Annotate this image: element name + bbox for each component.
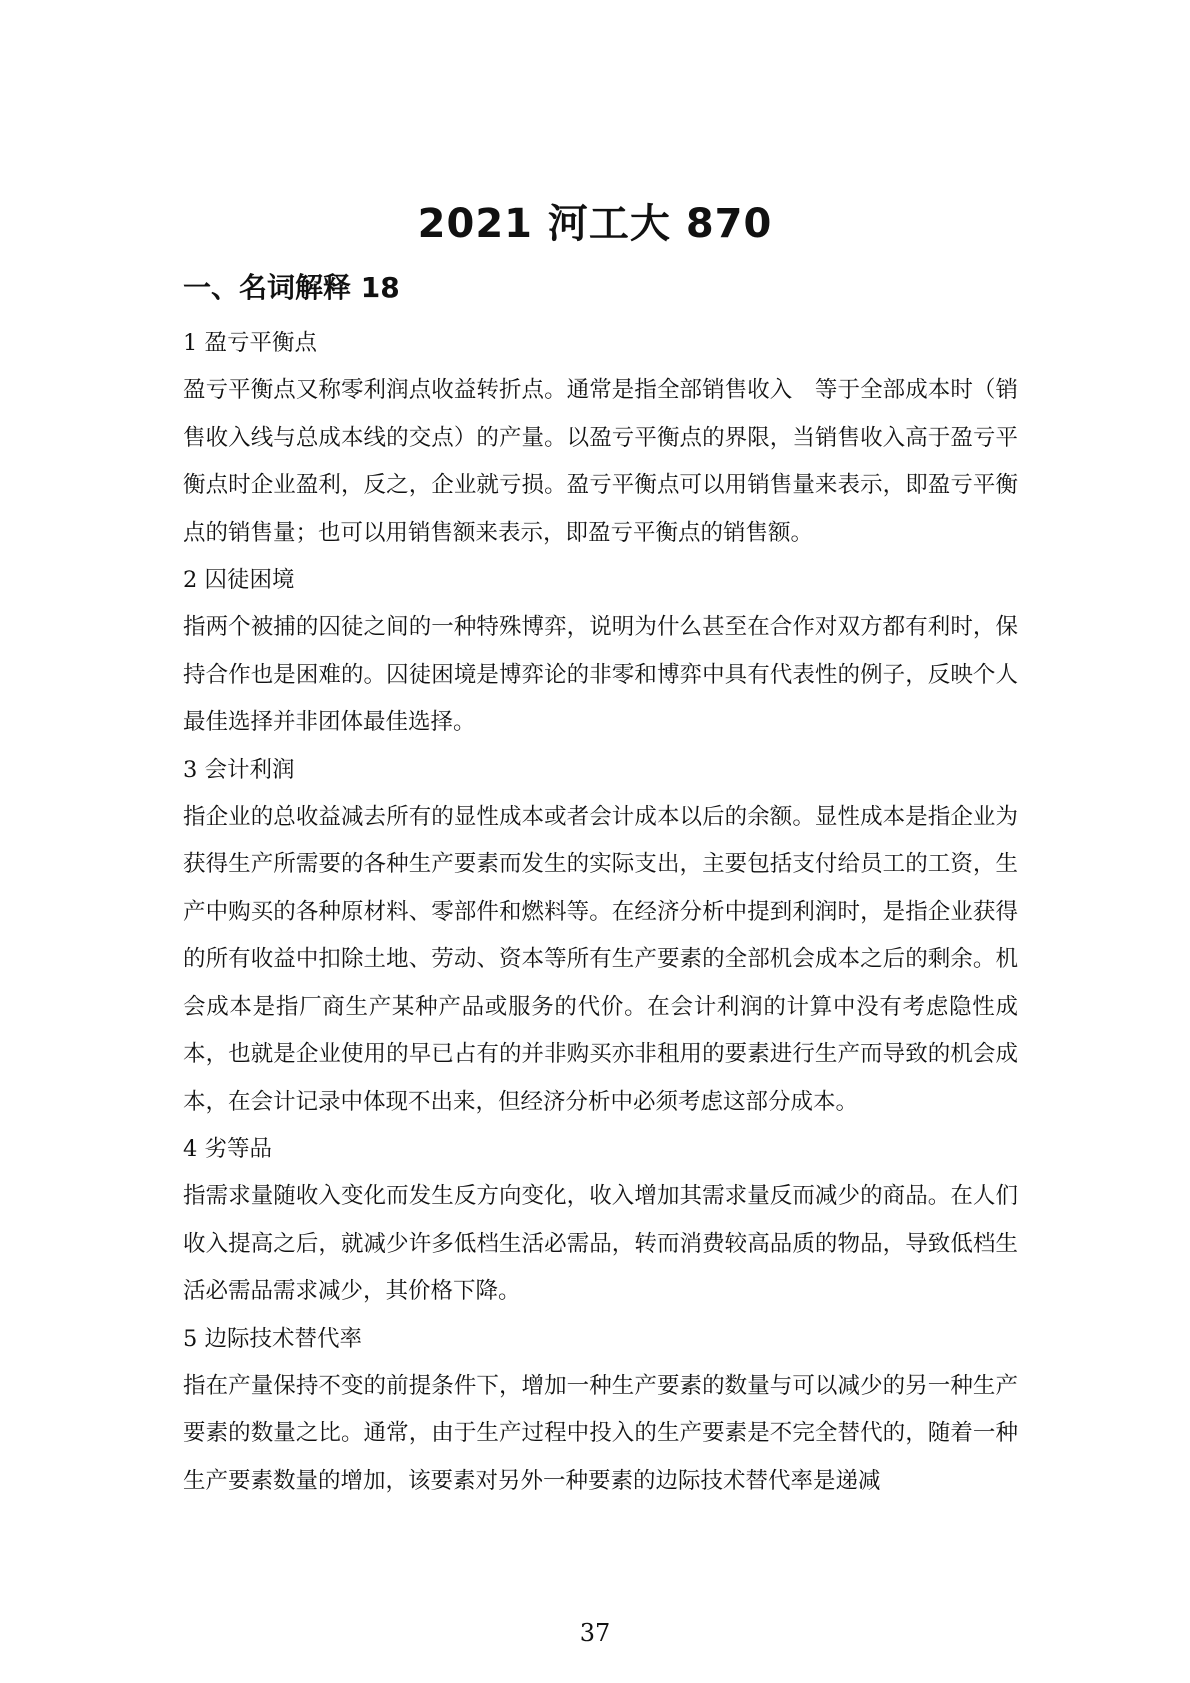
term-heading: 2 囚徒困境 xyxy=(183,567,295,594)
document-body xyxy=(183,320,1018,1505)
term-heading: 5 边际技术替代率 xyxy=(183,1325,362,1352)
page-number: 37 xyxy=(579,1619,611,1647)
term-definition: 盈亏平衡点又称零利润点收益转折点。通常是指全部销售收入 等于全部成本时（销售收入线与总成本线的交点）的产量。以盈亏平衡点的界限，当销售收入高于盈亏平衡点时企业盈利，反之，企业就亏损。盈亏平衡点可以用销售量来表示，即盈亏平衡点的销售量；也可以用销售额来表示，即盈亏平衡点的销售额。 xyxy=(183,377,1018,546)
term-definition: 指两个被捕的囚徒之间的一种特殊博弈，说明为什么甚至在合作对双方都有利时，保持合作也是困难的。囚徒困境是博弈论的非零和博弈中具有代表性的例子，反映个人最佳选择并非团体最佳选择。 xyxy=(183,614,1018,736)
section-heading: 一、名词解释 18 xyxy=(183,271,400,304)
term-heading: 4 劣等品 xyxy=(183,1135,272,1162)
term-heading: 3 会计利润 xyxy=(183,756,295,783)
term-definition: 指企业的总收益减去所有的显性成本或者会计成本以后的余额。显性成本是指企业为获得生产所需要的各种生产要素而发生的实际支出，主要包括支付给员工的工资，生产中购买的各种原材料、零部件和燃料等。在经济分析中提到利润时，是指企业获得的所有收益中扣除土地、劳动、资本等所有生产要素的全部机会成本之后的剩余。机会成本是指厂商生产某种产品或服务的代价。在会计利润的计算中没有考虑隐性成本，也就是企业使用的早已占有的并非购买亦非租用的要素进行生产而导致的机会成本，在会计记录中体现不出来，但经济分析中必须考虑这部分成本。 xyxy=(183,804,1018,1115)
term-definition: 指需求量随收入变化而发生反方向变化，收入增加其需求量反而减少的商品。在人们收入提高之后，就减少许多低档生活必需品，转而消费较高品质的物品，导致低档生活必需品需求减少，其价格下降。 xyxy=(183,1183,1018,1305)
page-title: 2021 河工大 870 xyxy=(417,201,773,247)
term-heading: 1 盈亏平衡点 xyxy=(183,330,317,356)
term-definition: 指在产量保持不变的前提条件下，增加一种生产要素的数量与可以减少的另一种生产要素的数量之比。通常，由于生产过程中投入的生产要素是不完全替代的，随着一种生产要素数量的增加，该要素对另外一种要素的边际技术替代率是递减 xyxy=(183,1372,1018,1494)
